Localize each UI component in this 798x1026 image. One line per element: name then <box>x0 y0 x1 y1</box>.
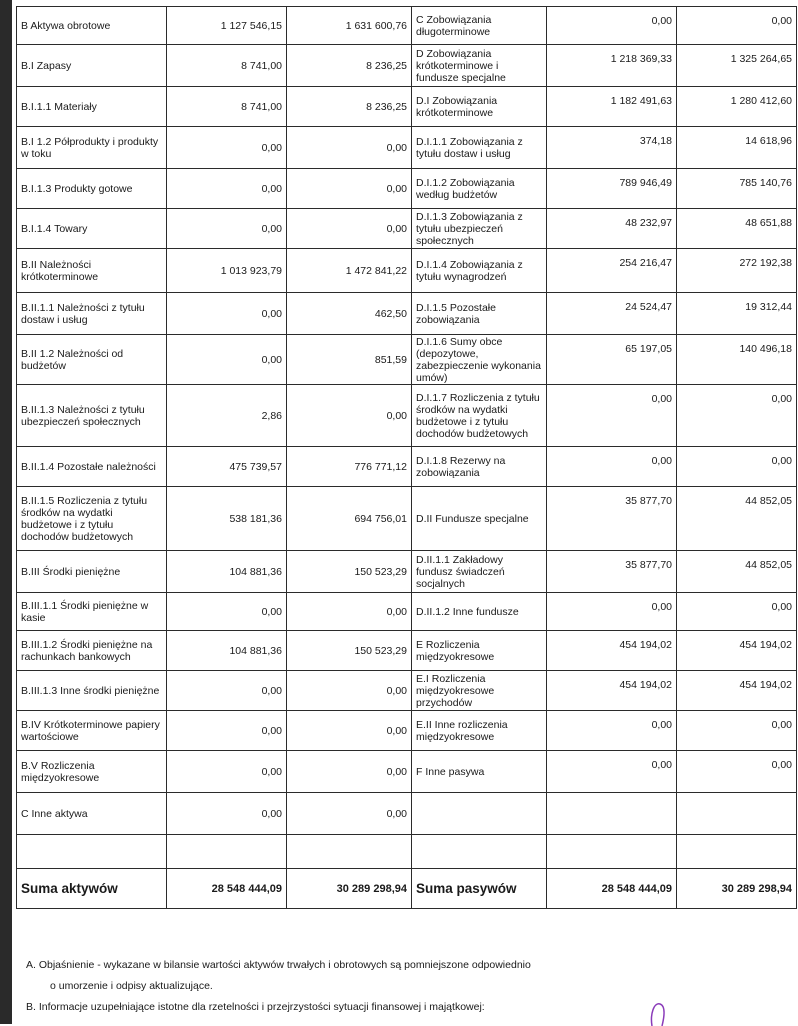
liability-end-value <box>677 793 797 835</box>
balance-sheet-page <box>12 0 798 1024</box>
balance-row <box>17 385 797 447</box>
asset-label: B.IV Krótkoterminowe papiery wartościowe <box>17 711 167 751</box>
liability-start-value: 789 946,49 <box>547 169 677 209</box>
balance-row <box>17 593 797 631</box>
total-liabilities-start: 28 548 444,09 <box>547 869 677 909</box>
asset-end-value: 0,00 <box>287 793 412 835</box>
asset-label: B.I 1.2 Półprodukty i produkty w toku <box>17 127 167 169</box>
asset-label: B.V Rozliczenia międzyokresowe <box>17 751 167 793</box>
balance-row <box>17 487 797 551</box>
note-a: A. Objaśnienie - wykazane w bilansie wartości aktywów trwałych i obrotowych są pomniejszone odpowiednio <box>26 959 531 971</box>
asset-end-value: 776 771,12 <box>287 447 412 487</box>
totals-row <box>17 869 797 909</box>
balance-row <box>17 751 797 793</box>
liability-label: D.I.1.1 Zobowiązania z tytułu dostaw i usług <box>412 127 547 169</box>
asset-end-value: 0,00 <box>287 671 412 711</box>
balance-row <box>17 711 797 751</box>
asset-start-value: 0,00 <box>167 169 287 209</box>
balance-row <box>17 209 797 249</box>
liability-label: D.II Fundusze specjalne <box>412 487 547 551</box>
liability-label: E Rozliczenia międzyokresowe <box>412 631 547 671</box>
note-a-continued: o umorzenie i odpisy aktualizujące. <box>50 980 213 992</box>
liability-label: D.I Zobowiązania krótkoterminowe <box>412 87 547 127</box>
liability-end-value: 0,00 <box>677 593 797 631</box>
liability-label: D.I.1.2 Zobowiązania według budżetów <box>412 169 547 209</box>
balance-row <box>17 249 797 293</box>
liability-start-value: 1 218 369,33 <box>547 45 677 87</box>
liability-start-value <box>547 793 677 835</box>
asset-label: B Aktywa obrotowe <box>17 7 167 45</box>
asset-label: B.III.1.1 Środki pieniężne w kasie <box>17 593 167 631</box>
total-assets-end: 30 289 298,94 <box>287 869 412 909</box>
asset-label: B.II.1.1 Należności z tytułu dostaw i usług <box>17 293 167 335</box>
asset-start-value: 0,00 <box>167 671 287 711</box>
asset-start-value: 0,00 <box>167 209 287 249</box>
liability-end-value: 14 618,96 <box>677 127 797 169</box>
liability-end-value: 19 312,44 <box>677 293 797 335</box>
liability-start-value: 454 194,02 <box>547 631 677 671</box>
asset-label: B.III.1.2 Środki pieniężne na rachunkach bankowych <box>17 631 167 671</box>
asset-start-value: 1 013 923,79 <box>167 249 287 293</box>
liability-end-value: 48 651,88 <box>677 209 797 249</box>
note-b: B. Informacje uzupełniające istotne dla rzetelności i przejrzystości sytuacji finansowej i majątkowej: <box>26 1001 485 1013</box>
liability-label <box>412 793 547 835</box>
liability-label: E.II Inne rozliczenia międzyokresowe <box>412 711 547 751</box>
asset-end-value: 8 236,25 <box>287 45 412 87</box>
asset-start-value: 0,00 <box>167 751 287 793</box>
liability-start-value: 0,00 <box>547 385 677 447</box>
asset-end-value: 0,00 <box>287 385 412 447</box>
signature-mark <box>644 996 674 1026</box>
liability-start-value: 48 232,97 <box>547 209 677 249</box>
asset-label: B.III Środki pieniężne <box>17 551 167 593</box>
liability-end-value: 140 496,18 <box>677 335 797 385</box>
asset-label: C Inne aktywa <box>17 793 167 835</box>
liability-label: D.I.1.6 Sumy obce (depozytowe, zabezpieczenie wykonania umów) <box>412 335 547 385</box>
liability-label: D.I.1.4 Zobowiązania z tytułu wynagrodzeń <box>412 249 547 293</box>
balance-row <box>17 169 797 209</box>
balance-row <box>17 447 797 487</box>
liability-label: D.II.1.2 Inne fundusze <box>412 593 547 631</box>
asset-end-value: 694 756,01 <box>287 487 412 551</box>
liability-label: D.I.1.8 Rezerwy na zobowiązania <box>412 447 547 487</box>
asset-label: B.I.1.1 Materiały <box>17 87 167 127</box>
balance-row <box>17 87 797 127</box>
liability-end-value: 0,00 <box>677 751 797 793</box>
asset-start-value: 0,00 <box>167 711 287 751</box>
asset-label: B.I.1.4 Towary <box>17 209 167 249</box>
liability-end-value <box>677 835 797 869</box>
balance-row <box>17 7 797 45</box>
liability-label: D.I.1.3 Zobowiązania z tytułu ubezpieczeń społecznych <box>412 209 547 249</box>
asset-end-value: 0,00 <box>287 209 412 249</box>
liability-label: D.I.1.5 Pozostałe zobowiązania <box>412 293 547 335</box>
asset-start-value: 0,00 <box>167 127 287 169</box>
liability-start-value: 1 182 491,63 <box>547 87 677 127</box>
liability-start-value: 454 194,02 <box>547 671 677 711</box>
asset-start-value <box>167 835 287 869</box>
asset-start-value: 2,86 <box>167 385 287 447</box>
balance-row <box>17 293 797 335</box>
asset-end-value <box>287 835 412 869</box>
liability-label <box>412 835 547 869</box>
liability-label: D.II.1.1 Zakładowy fundusz świadczeń socjalnych <box>412 551 547 593</box>
asset-label: B.II.1.3 Należności z tytułu ubezpieczeń społecznych <box>17 385 167 447</box>
balance-row <box>17 551 797 593</box>
liability-end-value: 0,00 <box>677 711 797 751</box>
asset-end-value: 851,59 <box>287 335 412 385</box>
balance-table-body <box>17 7 797 909</box>
asset-label: B.III.1.3 Inne środki pieniężne <box>17 671 167 711</box>
liability-label: D Zobowiązania krótkoterminowe i fundusze specjalne <box>412 45 547 87</box>
balance-table <box>16 6 797 909</box>
asset-start-value: 0,00 <box>167 793 287 835</box>
total-liabilities-label: Suma pasywów <box>412 869 547 909</box>
asset-label <box>17 835 167 869</box>
liability-end-value: 0,00 <box>677 447 797 487</box>
asset-label: B.II.1.5 Rozliczenia z tytułu środków na wydatki budżetowe i z tytułu dochodów budżetowych <box>17 487 167 551</box>
asset-start-value: 8 741,00 <box>167 45 287 87</box>
liability-start-value: 0,00 <box>547 711 677 751</box>
asset-start-value: 0,00 <box>167 293 287 335</box>
asset-label: B.I Zapasy <box>17 45 167 87</box>
liability-start-value: 0,00 <box>547 751 677 793</box>
asset-end-value: 1 631 600,76 <box>287 7 412 45</box>
asset-start-value: 104 881,36 <box>167 631 287 671</box>
asset-end-value: 0,00 <box>287 751 412 793</box>
asset-start-value: 0,00 <box>167 335 287 385</box>
asset-start-value: 1 127 546,15 <box>167 7 287 45</box>
liability-start-value: 24 524,47 <box>547 293 677 335</box>
asset-end-value: 150 523,29 <box>287 631 412 671</box>
liability-end-value: 1 325 264,65 <box>677 45 797 87</box>
asset-end-value: 0,00 <box>287 593 412 631</box>
liability-label: D.I.1.7 Rozliczenia z tytułu środków na wydatki budżetowe i z tytułu dochodów budżetowych <box>412 385 547 447</box>
liability-end-value: 44 852,05 <box>677 551 797 593</box>
total-assets-start: 28 548 444,09 <box>167 869 287 909</box>
liability-start-value: 0,00 <box>547 447 677 487</box>
balance-row <box>17 335 797 385</box>
asset-end-value: 0,00 <box>287 127 412 169</box>
asset-end-value: 150 523,29 <box>287 551 412 593</box>
asset-start-value: 8 741,00 <box>167 87 287 127</box>
liability-start-value: 65 197,05 <box>547 335 677 385</box>
asset-label: B.I.1.3 Produkty gotowe <box>17 169 167 209</box>
liability-end-value: 0,00 <box>677 385 797 447</box>
balance-row <box>17 835 797 869</box>
liability-end-value: 454 194,02 <box>677 671 797 711</box>
liability-label: C Zobowiązania długoterminowe <box>412 7 547 45</box>
liability-start-value: 254 216,47 <box>547 249 677 293</box>
liability-end-value: 454 194,02 <box>677 631 797 671</box>
asset-end-value: 462,50 <box>287 293 412 335</box>
balance-row <box>17 127 797 169</box>
asset-end-value: 0,00 <box>287 169 412 209</box>
asset-end-value: 1 472 841,22 <box>287 249 412 293</box>
liability-label: E.I Rozliczenia międzyokresowe przychodów <box>412 671 547 711</box>
liability-end-value: 44 852,05 <box>677 487 797 551</box>
total-liabilities-end: 30 289 298,94 <box>677 869 797 909</box>
liability-end-value: 0,00 <box>677 7 797 45</box>
balance-row <box>17 671 797 711</box>
liability-start-value: 374,18 <box>547 127 677 169</box>
asset-start-value: 104 881,36 <box>167 551 287 593</box>
asset-end-value: 8 236,25 <box>287 87 412 127</box>
asset-label: B.II 1.2 Należności od budżetów <box>17 335 167 385</box>
liability-end-value: 1 280 412,60 <box>677 87 797 127</box>
liability-start-value <box>547 835 677 869</box>
asset-start-value: 0,00 <box>167 593 287 631</box>
asset-label: B.II.1.4 Pozostałe należności <box>17 447 167 487</box>
liability-start-value: 0,00 <box>547 593 677 631</box>
liability-start-value: 35 877,70 <box>547 551 677 593</box>
liability-end-value: 785 140,76 <box>677 169 797 209</box>
scan-border <box>0 0 12 1024</box>
liability-end-value: 272 192,38 <box>677 249 797 293</box>
asset-start-value: 475 739,57 <box>167 447 287 487</box>
balance-row <box>17 793 797 835</box>
balance-row <box>17 631 797 671</box>
liability-start-value: 0,00 <box>547 7 677 45</box>
liability-start-value: 35 877,70 <box>547 487 677 551</box>
total-assets-label: Suma aktywów <box>17 869 167 909</box>
liability-label: F Inne pasywa <box>412 751 547 793</box>
asset-start-value: 538 181,36 <box>167 487 287 551</box>
asset-end-value: 0,00 <box>287 711 412 751</box>
asset-label: B.II Należności krótkoterminowe <box>17 249 167 293</box>
balance-row <box>17 45 797 87</box>
